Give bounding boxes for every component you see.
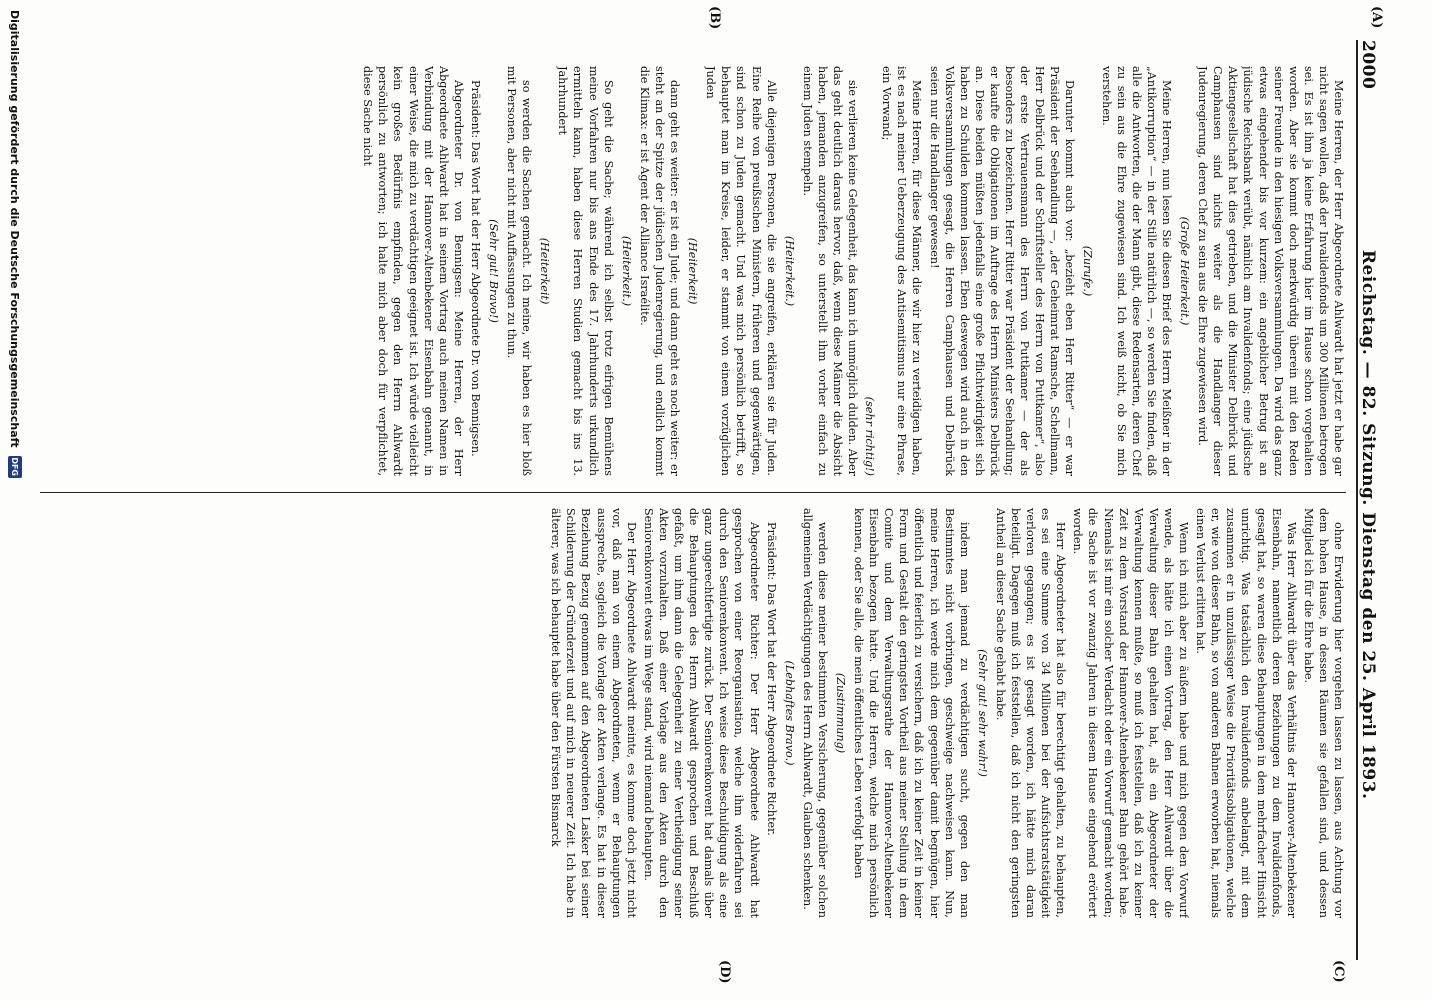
interjection: (Heiterkeit) <box>538 237 552 305</box>
paragraph: Herr Abgeordneter hat also für berechtigt gehalten, zu behaupten, es sei eine Summe von 34 Millionen bei der Aufsichtsratstätigkeit verloren gegangen; es ist gesagt worden, ich hätte mich daran beteiligt. Dagegen muß ich feststellen, daß ich nicht den geringsten Antheil an dieser Sache gehabt habe. <box>993 508 1068 918</box>
paragraph: Meine Herren, für diese Männer, die wir hier zu verteidigen haben, ist es nach meiner Ueberzeugung des Antisemitismus nur eine Phrase, ein Vorwand; <box>880 66 924 476</box>
paragraph: Meine Herren, der Herr Abgeordnete Ahlwardt hat jetzt er habe gar nicht sagen wollen, daß der Invalidenfonds um 300 Millionen betrogen sei. Es ist ihm ja keine Erfahrung hier im Hause schon vorgehalten worden. Aber sie kommt doch merkwürdig überein mit den Reden seiner Freunde in den hiesigen Volksversammlungen. Da wird das ganz etwas eingehender bis vor kurzem: ein angeblicher Betrug ist an jüdische Reichsbank verübt, nämlich am Invalidenfonds; eine jüdische Aktiengesellschaft hat dies getrieben, und die Minister Delbrück und Camphausen sind nichts weiter als die Handlanger dieser Judenregierung, deren Chef zu sein aus die Ehre zugewiesen wird. <box>1196 66 1345 476</box>
interjection: (Große Heiterkeit.) <box>1178 216 1192 326</box>
paragraph: Abgeordneter Richter: Der Herr Abgeordnete Ahlwardt hat gesprochen von einer Reorganisation, welche ihm widerfahren sei durch den Seniorenkonvent. Ich weise diese Beschuldigung als eine ganz ungerechtfertigte zurück. Der Seniorenkonvent hat damals über die Behauptungen des Herrn Ahlwardt gesprochen und Beschluß gefaßt, um ihm dann die Gelegenheit zu einer Vertheidigung seiner Akten vorzuhalten. Daß einer Vorlage aus den Akten durch den Seniorenkonvent etwas im Wege stand, wird niemand behaupten. <box>641 508 761 918</box>
text-column-left <box>40 66 1346 476</box>
margin-marker-b: (B) <box>707 6 722 30</box>
margin-marker-c: (C) <box>1331 960 1346 983</box>
paragraph: so werden die Sachen gemacht. Ich meine, wir haben es hier bloß mit Personen, aber nicht mit Auffassungen zu thun. <box>505 66 534 476</box>
interjection: (Heiterkeit.) <box>619 235 633 307</box>
margin-marker-d: (D) <box>717 960 732 984</box>
paragraph: Wenn ich mich aber zu äußern habe und mich gegen den Vorwurf wende, als hätte ich einen Vortrag, den Herr Ahlwardt über die Verwaltung dieser Bahn gehalten hat, als ein Abgeordneter der Verwaltung kennen mußte, so muß ich feststellen, daß ich zu keiner Zeit zu dem Vorstand der Hannover-Altenbekener Bahn gehört habe. Niemals ist mir ein solcher Verdacht oder ein Vorwurf gemacht worden; die Sache ist vor zwanzig Jahren in diesem Hause eingehend erörtert worden. <box>1071 508 1191 918</box>
page-number: 2000 <box>1358 40 1378 90</box>
paragraph: Alle diejenigen Personen, die sie angreifen, erklären sie für Juden. Eine Reihe von preußischen Ministern, früheren und gegenwärtigen, sind schon zu Juden gemacht. Und was mich persönlich betrifft, so behauptet man im Kreise, leider, er stammt von einem vorzüglichen Juden <box>704 66 778 476</box>
paragraph: Meine Herren, nun lesen Sie diesen Brief des Herrn Meißner in der „Antikorruption“ — in der Stille natürlich —, so werden Sie finden, daß alle die Antworten, die der Mann gibt, diese Redensarten, deren Chef zu sein aus die Ehre zugewiesen sind. Ich weiß nicht, ob Sie mich verstehen. <box>1099 66 1173 476</box>
paragraph: Präsident: Das Wort hat der Herr Abgeordnete Richter. <box>764 522 778 836</box>
paragraph: Präsident: Das Wort hat der Herr Abgeordnete Dr. von Bennigsen. <box>468 80 482 457</box>
paragraph: Darunter kommt auch vor: „bezieht eben Herr Ritter“ — er war Präsident der Seehandlung —, „der Geheimrat Ramsche, Schellmann, Herr Delbrück und der Schriftsteller des Herrn von Puttkamer“, also der erste Vertrauensmann des Herrn von Puttkamer — der als besonders zu bezeichnen. Herr Ritter war Präsident der Seehandlung; er kaufte die Obligationen im Auftrage des Herrn Ministers Delbrück an. Diese beiden müßten jedenfalls eine große Pflichtwidrigkeit sich haben zu Schulden kommen lassen. Eben deswegen wird auch in den Volksversammlungen gesagt, die Herren Camphausen und Delbrück seien nur die Handlanger gewesen! <box>927 66 1077 476</box>
digitization-credit <box>6 10 24 990</box>
interjection: (Zurufe.) <box>1081 245 1095 297</box>
margin-marker-a: (A) <box>1369 6 1384 29</box>
interjection: (Lebhaftes Bravo.) <box>782 660 796 766</box>
paragraph: ohne Erwiderung hier vorgehen lassen zu lassen, aus Achtung vor dem hohen Hause, in dessen Räumen sie gefallen sind, und dessen Mitglied ich für die Ehre habe. <box>1301 508 1345 918</box>
paragraph: dann geht es weiter: er ist ein Jude; und dann geht es noch weiter: er steht an der Spitze der jüdischen Judenregierung, und endlich kommt die Klimax: er ist Agent der Alliance Israélite. <box>637 66 682 476</box>
running-title: Reichstag. — 82. Sitzung. Dienstag den 25. April 1893. <box>1358 249 1378 800</box>
credit-text: Digitalisierung gefördert durch die Deutsche Forschungsgemeinschaft <box>8 10 22 448</box>
text-column-right <box>40 508 1346 918</box>
paragraph: Abgeordneter Dr. von Bennigsen: Meine Herren, der Herr Abgeordnete Ahlwardt hat in seinem Vortrag auch meinen Namen in Verbindung mit der Hannover-Altenbekener Eisenbahn genannt, in einer Weise, die mich zu verdächtigen geeignet ist. Ich würde vielleicht kein großes Bedürfnis empfinden, gegen den Herrn Ahlwardt persönlich zu antworten; ich halte mich aber doch für verpflichtet, diese Sache nicht <box>361 66 465 476</box>
paragraph: So geht die Sache; während ich selbst trotz eifrigen Bemühens meine Vorfahren nur bis ans Ende des 17. Jahrhunderts urkundlich ermitteln kann, haben diese Herren Studien gemacht bis ins 13. Jahrhundert <box>556 66 615 476</box>
interjection: (Heiterkeit) <box>686 237 700 305</box>
paragraph: Was Herr Ahlwardt über das Verhältnis der Hannover-Altenbekener Eisenbahn, namentlich deren Beziehungen zu dem Invalidenfonds, gesagt hat, so waren diese Behauptungen in dem mehrfacher Hinsicht unrichtig. Was tatsächlich den Invalidenfonds anbelangt, mit dem zusammen er in unzulässiger Weise die Prioritätsobligationen, welche er, wie von dieser Bahn, so von anderen Bahnen erworben hat, niemals einen Verlust erlitten hat. <box>1194 508 1298 918</box>
interjection: (sehr richtig!) <box>863 396 877 476</box>
interjection: (Zustimmung) <box>834 672 847 754</box>
interjection: (Sehr gut! sehr wahr!) <box>975 649 989 777</box>
interjection: (Heiterkeit.) <box>782 235 796 307</box>
dfg-logo-icon: DFG <box>8 456 22 478</box>
column-divider <box>40 492 1346 493</box>
paragraph: werden diese meiner bestimmten Versicherung, gegenüber solchen allgemeinen Verdächtigungen des Herrn Ahlwardt, Glauben schenken. <box>800 508 829 918</box>
paragraph: indem man jemand zu verdächtigen sucht, gegen den man Bestimmtes nicht vorbringen, geschweige nachweisen kann. Nun, meine Herren, ich werde mich dem gegenüber damit begnügen, hier öffentlich und feierlich zu versichern, daß ich zu keiner Zeit in keiner Form und Gestalt den geringsten Vortheil aus meiner Stellung in dem Comite und dem Verwaltungsrathe der Hannover-Altenbekener Eisenbahn bezogen hatte. Und die Herren, welche mich persönlich kennen, oder Sie alle, die mein öffentliches Leben verfolgt haben <box>852 508 971 918</box>
paragraph: sie verlieren keine Gelegenheit, das kann ich unmöglich dulden. Aber das geht deutlich daraus hervor, daß, wenn diese Männer die Absicht haben, jemanden anzugreifen, so unterstellt ihm vorher einfach zu einem Juden stempeln. <box>800 66 860 476</box>
interjection: (Sehr gut! Bravo!) <box>487 219 501 323</box>
page-header <box>1356 40 1398 960</box>
paragraph: Der Herr Abgeordnete Ahlwardt meinte, es komme doch jetzt nicht vor, daß man von einem Abgeordneten, wenn er Behauptungen ausspreche, sogleich die Vorlage der Akten verlange. Es hat in dieser Beziehung Bezug genommen auf den Abgeordneten Lasker bei seiner Schilderung der Gründerzeit und auf mich in neuerer Zeit. Ich habe in älterer, was ich behauptet habe über den Fürsten Bismarck <box>549 508 638 918</box>
